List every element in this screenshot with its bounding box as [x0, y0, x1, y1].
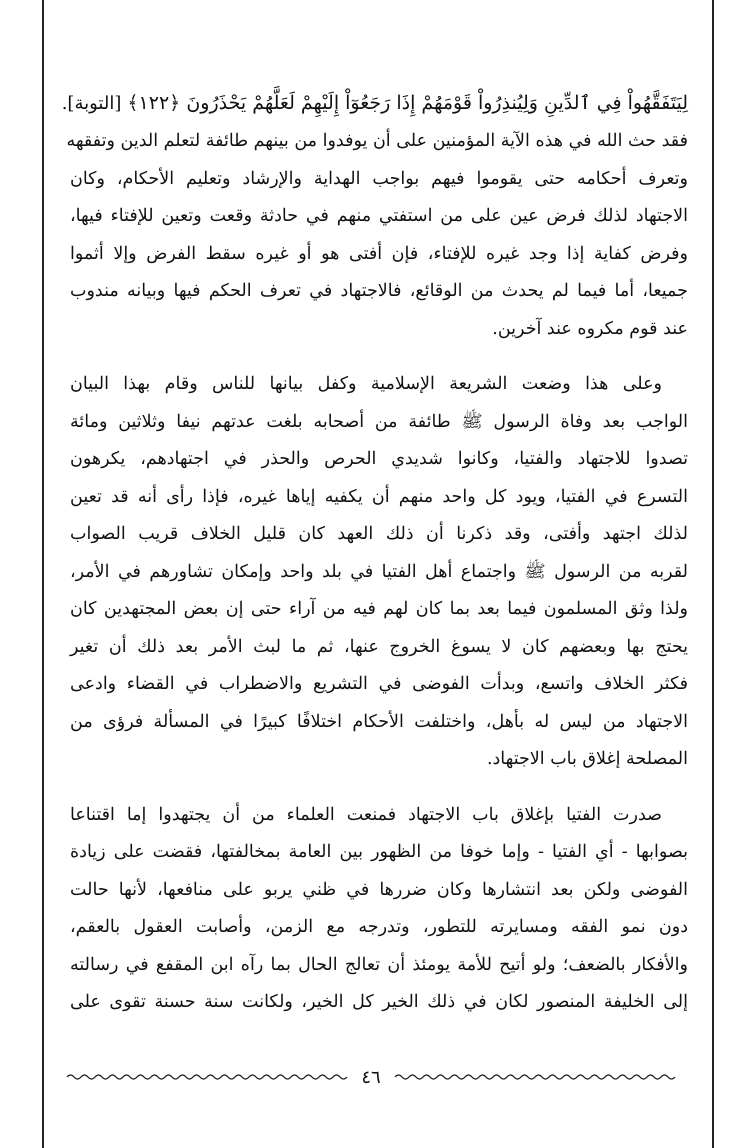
page-number: ٤٦	[361, 1066, 381, 1088]
paragraph-line: يحتج بها وبعضهم كان لا يسوغ الخروج عنها، ثم ما لبث الأمر بعد ذلك أن تغير	[70, 636, 688, 657]
footer-wave-right	[395, 1071, 675, 1083]
paragraph-line: التسرع في الفتيا، ويود كل واحد منهم أن يكفيه إياها غيره، فإذا رأى أنه قد تعين	[70, 486, 688, 507]
verse-text: لِيَتَفَقَّهُواْ فِي ٱلدِّينِ وَلِيُنذِرُواْ قَوْمَهُمْ إِذَا رَجَعُوٓاْ إِلَيْهِمْ لَعَلَّهُمْ يَحْذَرُونَ ﴿١٢٢﴾	[127, 92, 688, 114]
paragraph-2	[70, 366, 688, 779]
paragraph-1	[66, 123, 688, 348]
paragraph-line: فقد حث الله في هذه الآية المؤمنين على أن يوفدوا من بينهم طائفة لتعلم الدين وتفقهه	[66, 131, 688, 151]
verse-reference: [التوبة].	[61, 93, 122, 114]
right-border-rule	[712, 0, 714, 1148]
paragraph-line: وعلى هذا وضعت الشريعة الإسلامية وكفل بيانها للناس وقام بهذا البيان	[70, 374, 662, 394]
paragraph-line: وتعرف أحكامه حتى يقوموا فيهم بواجب الهداية والإرشاد وتعليم الأحكام، وكان	[70, 168, 688, 189]
paragraph-line: دون نمو الفقه ومسايرته للتطور، وتدرجه مع الزمن، وأصابت العقول بالعقم،	[70, 917, 688, 937]
paragraph-line: بصوابها - أي الفتيا - وإما خوفا من الظهور بين العامة بمخالفتها، فقضت على زيادة	[70, 842, 688, 862]
paragraph-line: ولذا وثق المسلمون فيما بعد بما كان لهم فيه من آراء حتى إن بعض المجتهدين كان	[70, 599, 688, 619]
paragraph-line: إلى الخليفة المنصور لكان في ذلك الخير كل الخير، ولكانت سنة حسنة تقوى على	[70, 992, 688, 1012]
paragraph-line: لذلك اجتهد وأفتى، وقد ذكرنا أن ذلك العهد كان قليل الخلاف قريب الصواب	[70, 524, 688, 544]
paragraph-line: الاجتهاد من ليس له بأهل، واختلفت الأحكام اختلافًا كبيرًا في المسألة فرؤى من	[70, 711, 688, 732]
page-footer	[70, 1062, 670, 1092]
paragraph-line: صدرت الفتيا بإغلاق باب الاجتهاد فمنعت العلماء من أن يجتهدوا إما اقتناعا	[70, 804, 662, 825]
paragraph-line: وفرض كفاية إذا وجد غيره للإفتاء، فإن أفتى هو أو غيره سقط الفرض وإلا أثموا	[70, 243, 688, 264]
paragraph-line: فكثر الخلاف واتسع، وبدأت الفوضى في التشريع والاضطراب في القضاء وادعى	[70, 674, 688, 694]
paragraph-line: تصدوا للاجتهاد والفتيا، وكانوا شديدي الحرص والحذر في اجتهادهم، يكرهون	[70, 449, 688, 469]
paragraph-line: الفوضى ولكن بعد انتشارها وكان ضررها في ظني يربو على منافعها، لأنها حالت	[70, 879, 688, 900]
footer-wave-left	[67, 1071, 347, 1083]
paragraph-line: عند قوم مكروه عند آخرين.	[492, 318, 688, 339]
page-body	[61, 88, 688, 1022]
quran-verse	[61, 88, 688, 119]
paragraph-3	[70, 797, 688, 1022]
paragraph-line: المصلحة إغلاق باب الاجتهاد.	[486, 749, 688, 769]
paragraph-line: الاجتهاد لذلك فرض عين على من استفتي منهم في حادثة وقعت وتعين للإفتاء فيها،	[70, 206, 688, 226]
paragraph-line: لقربه من الرسول ﷺ واجتماع أهل الفتيا في بلد واحد وإمكان تشاورهم في الأمر،	[70, 561, 688, 582]
paragraph-line: جميعا، أما فيما لم يحدث من الوقائع، فالاجتهاد في تعرف الحكم فيها وبيانه مندوب	[70, 281, 688, 301]
paragraph-line: والأفكار بالضعف؛ ولو أتيح للأمة يومئذ أن تعالج الحال بما رآه ابن المقفع في رسالته	[70, 954, 688, 975]
left-border-rule	[42, 0, 44, 1148]
paragraph-line: الواجب بعد وفاة الرسول ﷺ طائفة من أصحابه بلغت عدتهم نيفا وثلاثين ومائة	[70, 411, 688, 432]
